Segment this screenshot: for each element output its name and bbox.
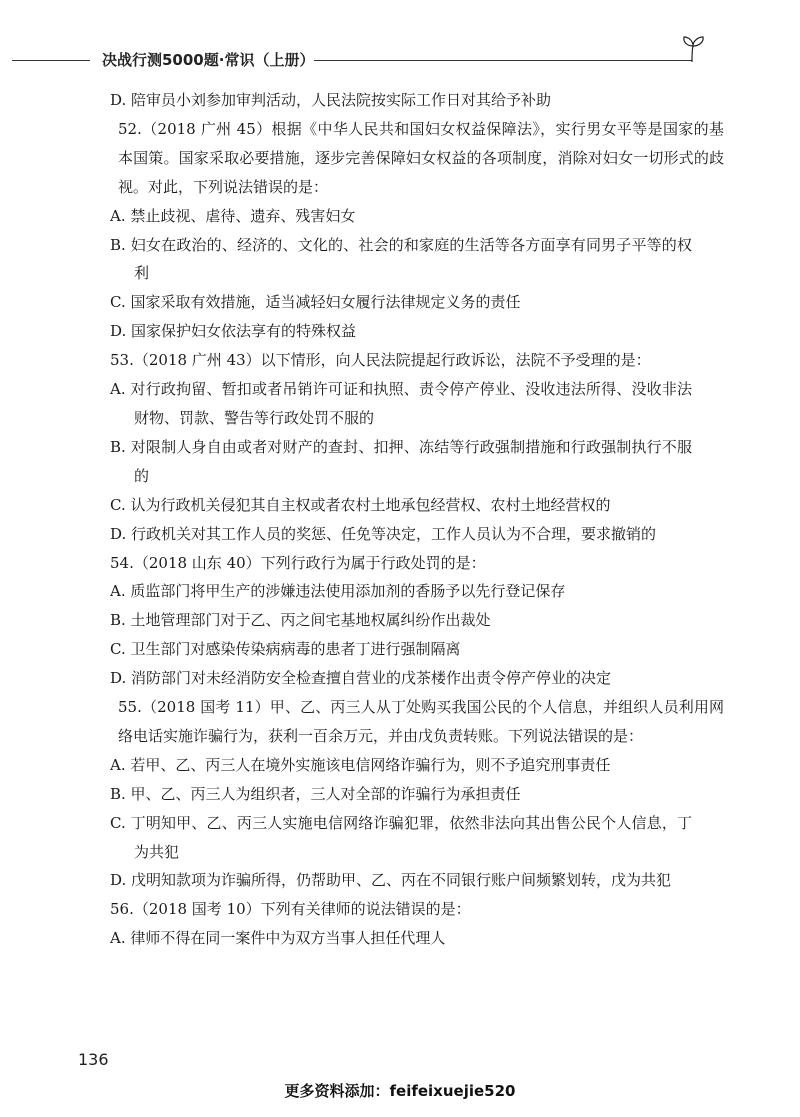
option-52c: C. 国家采取有效措施，适当减轻妇女履行法律规定义务的责任 <box>110 293 521 312</box>
footer-note: 更多资料添加：feifeixuejie520 <box>284 1082 516 1100</box>
option-54a: A. 质监部门将甲生产的涉嫌违法使用添加剂的香肠予以先行登记保存 <box>110 582 566 601</box>
header-rule-right <box>314 60 692 61</box>
option-55c: C. 丁明知甲、乙、丙三人实施电信网络诈骗犯罪，依然非法向其出售公民个人信息，丁为共犯 <box>110 813 692 861</box>
header-rule-left <box>12 60 90 61</box>
question-list <box>110 86 724 953</box>
sprout-icon <box>678 34 708 64</box>
option-53b: B. 对限制人身自由或者对财产的查封、扣押、冻结等行政强制措施和行政强制执行不服的 <box>110 437 692 485</box>
question-52: 52.（2018 广州 45）根据《中华人民共和国妇女权益保障法》，实行男女平等是国家的基本国策。国家采取必要措施，逐步完善保障妇女权益的各项制度，消除对妇女一切形式的歧视。对此，下列说法错误的是： <box>118 119 724 196</box>
header-title: 决战行测5000题·常识（上册） <box>102 51 315 69</box>
option-54b: B. 土地管理部门对于乙、丙之间宅基地权属纠纷作出裁处 <box>110 611 491 630</box>
question-56: 56.（2018 国考 10）下列有关律师的说法错误的是： <box>110 900 471 919</box>
option-55a: A. 若甲、乙、丙三人在境外实施该电信网络诈骗行为，则不予追究刑事责任 <box>110 755 611 774</box>
option-53c: C. 认为行政机关侵犯其自主权或者农村土地承包经营权、农村土地经营权的 <box>110 495 611 514</box>
option-52b: B. 妇女在政治的、经济的、文化的、社会的和家庭的生活等各方面享有同男子平等的权利 <box>110 235 692 283</box>
page-number: 136 <box>78 1050 109 1069</box>
question-54: 54.（2018 山东 40）下列行政行为属于行政处罚的是： <box>110 553 486 572</box>
running-header <box>12 40 702 76</box>
option-56a: A. 律师不得在同一案件中为双方当事人担任代理人 <box>110 929 446 948</box>
option-53a: A. 对行政拘留、暂扣或者吊销许可证和执照、责令停产停业、没收违法所得、没收非法财物、罚款、警告等行政处罚不服的 <box>110 380 692 427</box>
option-52a: A. 禁止歧视、虐待、遗弃、残害妇女 <box>110 206 356 225</box>
option-55b: B. 甲、乙、丙三人为组织者，三人对全部的诈骗行为承担责任 <box>110 784 521 803</box>
question-53: 53.（2018 广州 43）以下情形，向人民法院提起行政诉讼，法院不予受理的是： <box>110 351 651 370</box>
option-53d: D. 行政机关对其工作人员的奖惩、任免等决定，工作人员认为不合理，要求撤销的 <box>110 524 657 543</box>
option-54d: D. 消防部门对未经消防安全检查擅自营业的戊茶楼作出责令停产停业的决定 <box>110 669 612 688</box>
question-55: 55.（2018 国考 11）甲、乙、丙三人从丁处购买我国公民的个人信息，并组织人员利用网络电话实施诈骗行为，获利一百余万元，并由戊负责转账。下列说法错误的是： <box>118 698 724 745</box>
option-54c: C. 卫生部门对感染传染病病毒的患者丁进行强制隔离 <box>110 640 461 659</box>
option-52d: D. 国家保护妇女依法享有的特殊权益 <box>110 322 357 341</box>
option-55d: D. 戊明知款项为诈骗所得，仍帮助甲、乙、丙在不同银行账户间频繁划转，戊为共犯 <box>110 871 672 890</box>
option-51d: D. 陪审员小刘参加审判活动，人民法院按实际工作日对其给予补助 <box>110 91 552 109</box>
